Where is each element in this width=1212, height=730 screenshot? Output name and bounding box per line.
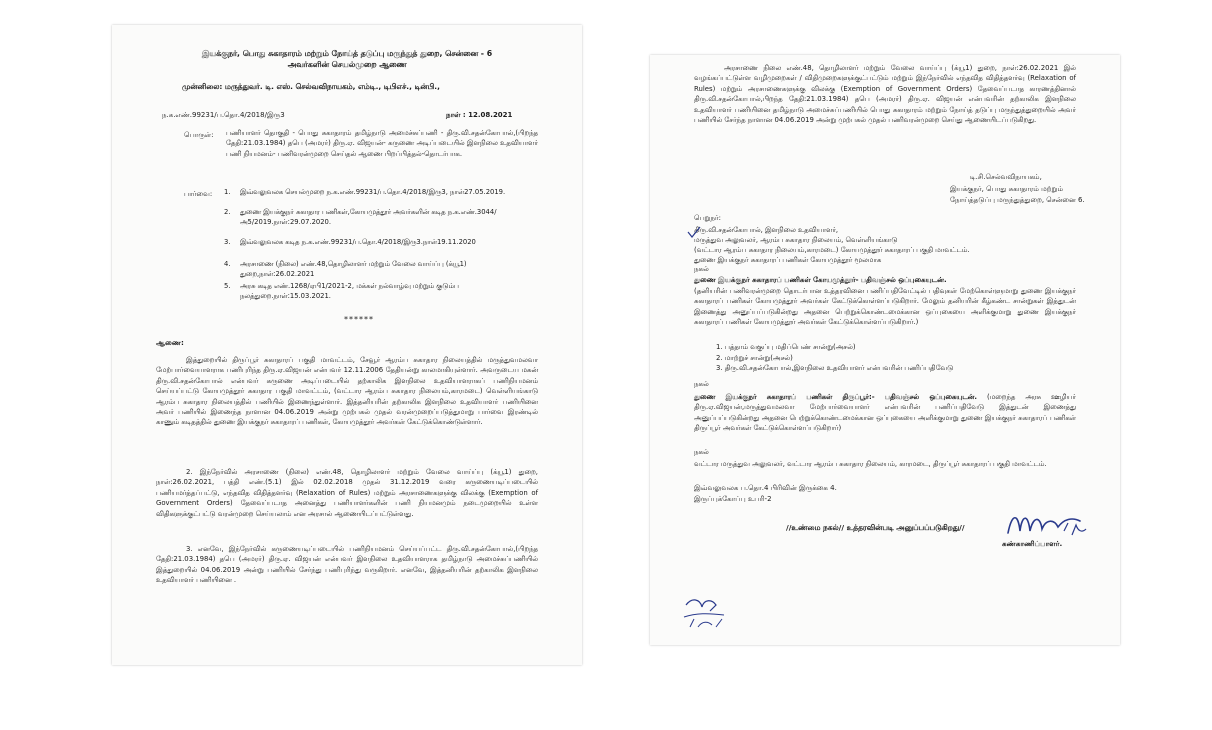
recipient-line: மருத்துவ அலுவலர், ஆரம்ப சுகாதார நிலையம், வெள்ளியங்காடு bbox=[694, 236, 898, 244]
subject-label: பொருள்: bbox=[184, 131, 214, 139]
order-paragraph-continued: அரசாணை நிலை எண்.48, தொழிலாளர் மற்றும் வேலை வாய்ப்பு (க்யூ1) துறை, நாள்:26.02.2021 இல் வழங்கப்பட்டுள்ள வழிமுறைகள் / விதிமுறைகளுக்குட்பட்டும் மற்றும் இந்நேர்வில் எந்தவித விதித்தளர்வு (Relaxation of Rules) மற்றும் அரசாணைகளுக்கு விலக்கு (Exemption of Government Orders) தேவைப்படாத காரணத்தினால் திரு.வி.சதன்கோபால்,பிறந்த தேதி:21.03.1984) தபெ (அமரர்) திரு.ஏ. விஜயன் என்பவரின் தற்காலிக இளநிலை உதவியாளர் பணியினை தமிழ்நாடு அமைச்சுப்பணியில் பொது சுகாதாரம் மற்றும் நோய்த் தடுப்பு மருந்துத்துறையில் அவர் பணியில் சேர்ந்த நாளான 04.06.2019 அன்று முற்பகல் முதல் பணிவரன்முறை செய்து ஆணையிடப்படுகிறது. bbox=[694, 64, 1076, 125]
enclosure-item: 3. திரு.வி.சதன்கோபால்,இளநிலை உதவியாளர் என்பவரின் பணிப்பதிவேடு bbox=[716, 364, 954, 372]
document-title-line-1: இயக்குநர், பொது சுகாதாரம் மற்றும் நோய்த் தடுப்பு மருந்துத் துறை, சென்னை - 6 bbox=[201, 49, 493, 58]
order-paragraph-1: இத்துறையில் திருப்பூர் சுகாதாரப் பகுதி மாவட்டம், சேவூர் ஆரம்ப சுகாதார நிலையத்தில் மருத்துவமலவா மேற்பார்வையாளராக பணிபுரிந்த திரு.ஏ.விஜயன் என்பவர் 12.11.2006 தேதியன்று காலமாகியுள்ளார். அவருடைய மகன் திரு.வி.சதன்கோபால் என்பவர் கருணை அடிப்படையில் தற்காலிக இளநிலை உதவியாளராகப் பணிநியமனம் செய்யப்பட்டு கோயமுத்தூர் சுகாதார பகுதி மாவட்டம், (வட்டார ஆரம்ப சுகாதார நிலையம்,காரமடை) வெள்ளியங்காடு ஆரம்ப சுகாதார நிலையத்தில் பணியில் இணைந்துள்ளார். இத்தனியரின் தற்காலிக இளநிலை உதவியாளர் பணியினை அவர் பணியில் இணைந்த நாளான 04.06.2019 அன்று முற்பகல் முதல் வரன்முறைப்படுத்துமாறு பார்வை இரண்டில் காணும் கடிதத்தில் துணை இயக்குநர் சுகாதாரப் பணிகள், கோயமுத்தூர் அவர்கள் கேட்டுக்கொண்டுள்ளார். bbox=[156, 356, 538, 427]
reference-text: இவ்வலுவலக செயல்முறை ந.க.எண்.99231/ப.தொ.4/2018/இரு3, நாள்27.05.2019. bbox=[240, 188, 506, 196]
reference-number: 4. bbox=[224, 260, 231, 268]
enclosure-list bbox=[716, 342, 953, 374]
copy-label-3: நகல் bbox=[694, 448, 709, 456]
order-paragraph-2: 2. இந்நேர்வில் அரசாணை (நிலை) எண்.48, தொழிலாளர் மற்றும் வேலை வாய்ப்பு (க்யூ1) துறை, நாள்:26.02.2021, பத்தி எண்.(5.1) இல் 02.02.2018 முதல் 31.12.2019 வரை கருணையடிப்படையில் பணியமர்த்தப்பட்டு, எந்தவித விதித்தளர்வு (Relaxation of Rules) மற்றும் அரசாணைகளுக்கு விலக்கு (Exemption of Government Orders) தேவைப்படாத அனைத்து பணியாளர்களின் பணி நியமனமும் நடைமுறையில் உள்ள விதிகளுக்குட்பட்டு வரன்முறை செய்யலாம் என அரசால் ஆணையிடப்பட்டுள்ளது. bbox=[156, 468, 538, 518]
reference-text: அரசாணை (நிலை) எண்.48,தொழிலாளர் மற்றும் வேலை வாய்ப்பு (க்யூ1) துறை,நாள்:26.02.2021 bbox=[240, 260, 467, 278]
check-mark-icon bbox=[686, 225, 702, 239]
initials-mark bbox=[680, 595, 740, 631]
order-paragraph-3: 3. எனவே, இந்நேர்வில் கருணையடிப்படையில் பணிநியமனம் செய்யப்பட்ட திரு.வி.சதன்கோபால்,(பிறந்த தேதி:21.03.1984) தபெ (அமரர்) திரு.ஏ. விஜயன் என்பவர் இளநிலை உதவியாளராக தமிழ்நாடு அமைச்சுப்பணியில் இத்துறையில் 04.06.2019 அன்று பணியில் சேர்ந்து பணிபுரிந்து வருகிறார். எனவே, இத்தனியரின் தற்காலிக இளநிலை உதவியாளர் பணியினை . bbox=[156, 545, 538, 585]
reference-number: 3. bbox=[224, 238, 231, 246]
order-label: ஆணை: bbox=[156, 338, 184, 347]
signatory-designation: கண்காணிப்பாளர். bbox=[1002, 539, 1063, 548]
signatory-title-1: இயக்குநர், பொது சுகாதாரம் மற்றும் bbox=[950, 185, 1063, 193]
copy-text-3: வட்டார மருத்துவ அலுவலர், வட்டார ஆரம்ப சுகாதார நிலையம், காரமடை, திருப்பூர் சுகாதாரப் பகுதி மாவட்டம். bbox=[694, 460, 1047, 468]
copy-text-2: (மறைந்த அரசு ஊழியர் திரு.ஏ.விஜயன்,மருத்துவமலவா மேற்பார்வையாளர் என்பவரின் பணிப்பதிவேடு இத்துடன் இணைத்து அனுப்பப்படுகின்றது அதனை பெற்றுக்கொண்டமைக்கான ஒப்புகையை அளிக்குமாறு துணை இயக்குநர் சுகாதாரப் பணிகள் திருப்பூர் அவர்கள் கேட்டுக்கொள்ளப்படுகிறார்) bbox=[694, 393, 1077, 433]
enclosure-item: 2. மாற்றுச் சான்று(அசல்) bbox=[716, 353, 793, 362]
recipient-label: பெறுநர்: bbox=[694, 214, 722, 222]
recipient-line: திரு.வி.சதன்கோபால், இளநிலை உதவியாளர், bbox=[694, 226, 839, 234]
reference-text: அரசு கடித எண்.1268/ஏபி1/2021-2, மக்கள் நல்வாழ்வு மற்றும் குடும்ப நலத்துறை.நாள்:15.03.2021. bbox=[240, 282, 459, 300]
references-label: பார்வை: bbox=[184, 190, 213, 198]
references-list bbox=[224, 188, 544, 328]
subject-text: பணியாளர் தொகுதி - பொது சுகாதாரம் தமிழ்நாடு அமைச்சுப்பணி - திரு.வி.சதன்கோபால்,(பிறந்த தேதி:21.03.1984) தபெ (அமரர்) திரு.ஏ. விஜயன்- கருணை அடிப்படையில் இளநிலை உதவியாளர் பணி நியமனம்- பணிவரன்முறை செய்தல் ஆணை பிறப்பித்தல்-தொடர்பாக. bbox=[226, 129, 538, 158]
copy-heading-1: துணை இயக்குநர் சுகாதாரப் பணிகள் கோயமுத்தூர்- பதிவஞ்சல் ஒப்புகையுடன். bbox=[694, 276, 947, 284]
presence-line: முன்னிலை: மருத்துவர். டி. எஸ். செல்வவிநாயகம், எம்டி., டிபிஎச்., டின்பி., bbox=[182, 82, 440, 91]
signatory-name: டி.சி.செல்வவிநாயகம், bbox=[970, 173, 1042, 181]
copy-label-2: நகல் bbox=[694, 380, 709, 388]
signatory-title-2: நோய்த்தடுப்பு மருந்துத்துறை, சென்னை 6. bbox=[950, 196, 1085, 204]
copy-block-2 bbox=[694, 392, 1076, 434]
office-line-1: இவ்வலுவலக ப.தொ.4 பிரிவின் இருக்கை 4. bbox=[694, 484, 837, 492]
separator-stars: ****** bbox=[344, 315, 374, 324]
reference-text: துணை இயக்குநர் சுகாதார பணிகள்,கோயமுத்தூர் அவர்களின் கடித ந.க.எண்.3044/அ5/2019.நாள்:29.07.2020. bbox=[240, 208, 497, 226]
recipient-line: (வட்டார ஆரம்ப சுகாதார நிலையம்,காரமடை) கோயமுத்தூர் சுகாதாரப் பகுதி மாவட்டம். bbox=[694, 246, 970, 254]
file-number: ந.க.எண்.99231/ப.தொ.4/2018/இரு3 bbox=[162, 111, 285, 119]
document-title-line-2: அவர்களின் செயல்முறை ஆணை bbox=[287, 60, 407, 69]
reference-number: 5. bbox=[224, 282, 231, 290]
reference-number: 1. bbox=[224, 188, 231, 196]
true-copy-line: //உண்மை நகல்// உத்தரவின்படி அனுப்பப்படுகிறது// bbox=[786, 523, 965, 532]
reference-number: 2. bbox=[224, 208, 231, 216]
enclosure-item: 1. பத்தாம் வகுப்பு மதிப்பெண் சான்று(அசல்) bbox=[716, 343, 856, 351]
copy-heading-2: துணை இயக்குநர் சுகாதாரப் பணிகள் திருப்பூர்:- பதிவஞ்சல் ஒப்புகையுடன். bbox=[694, 393, 977, 401]
office-line-2: இருப்புக்கோப்பு உபரி-2 bbox=[694, 495, 772, 503]
copy-text-1: (தனியரின் பணிவரன்முறை தொடர்பான உத்தரவினை பணிப்பதிவேட்டில் பதிவுகள் மேற்கொள்ளுமாறு துணை இயக்குநர் சுகாதாரப் பணிகள் கோயமுத்தூர் அவர்கள் கேட்டுக்கொள்ளப்படுகிறார். மேலும் தனியரின் கீழ்கண்ட சான்றுகள் இத்துடன் இணைத்து அனுப்பப்படுகின்றது அதனை பெற்றுக்கொண்டமைக்கான ஒப்புகையை அளிக்குமாறு துணை இயக்குநர் சுகாதாரப் பணிகள் கோயமுத்தூர் அவர்கள் கேட்டுக்கொள்ளப்படுகிறார்.) bbox=[694, 287, 1076, 327]
order-page-2 bbox=[650, 55, 1120, 645]
reference-text: இவ்வலுவலக கடித ந.க.எண்.99231/ப.தொ.4/2018/இரு3.நாள்19.11.2020 bbox=[240, 238, 476, 246]
recipient-line: துணை இயக்குநர் சுகாதாரப் பணிகள் கோயமுத்தூர் மூலமாக bbox=[694, 256, 882, 264]
recipient-block bbox=[694, 225, 1094, 265]
copy-label-1: நகல் bbox=[694, 265, 709, 273]
order-date: நாள் : 12.08.2021 bbox=[446, 111, 513, 119]
order-page-1 bbox=[112, 25, 582, 665]
